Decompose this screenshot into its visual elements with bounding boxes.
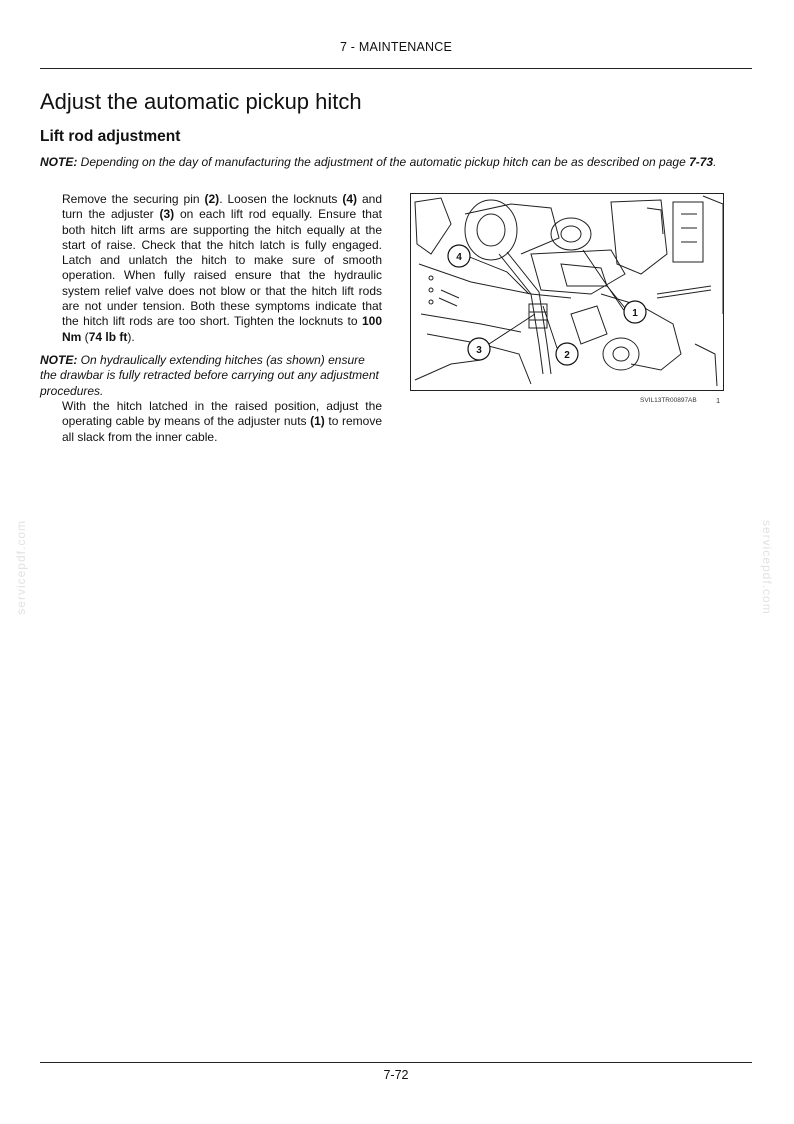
- callout-label-2: 2: [564, 350, 570, 361]
- note-label: NOTE:: [40, 155, 78, 169]
- callout-ref-4: (4): [342, 192, 358, 206]
- note-text: On hydraulically extending hitches (as shown) ensure the drawbar is fully retracted before carrying out any adjustment procedures.: [40, 353, 379, 398]
- callout-ref-1: (1): [310, 414, 325, 429]
- text-run: . Loosen the locknuts: [219, 192, 343, 206]
- watermark-left: servicepdf.com: [14, 520, 28, 615]
- torque-value-lbft: 74 lb ft: [88, 329, 128, 344]
- note-hydraulic: [40, 353, 382, 399]
- watermark-right: servicepdf.com: [760, 520, 774, 615]
- callout-label-4: 4: [456, 252, 462, 263]
- page-number: 7-72: [383, 1068, 409, 1082]
- hitch-line-drawing: [411, 194, 723, 390]
- subsection-title: Lift rod adjustment: [40, 128, 181, 145]
- hitch-illustration: [410, 193, 724, 391]
- text-run: to remove all slack from the inner cable.: [62, 414, 382, 444]
- note-label: NOTE:: [40, 353, 78, 367]
- callout-label-3: 3: [476, 345, 482, 356]
- text-run: With the hitch latched in the raised position, adjust the operating cable by means of the adjuster nuts: [62, 399, 382, 429]
- note-top: [40, 155, 740, 170]
- procedure-paragraph-2: [62, 399, 382, 445]
- callout-label-1: 1: [632, 308, 638, 319]
- procedure-paragraph-1: [62, 192, 382, 345]
- torque-value-nm: 100 Nm: [62, 314, 382, 344]
- page-header: 7 - MAINTENANCE: [339, 40, 453, 54]
- section-title: Adjust the automatic pickup hitch: [40, 89, 362, 114]
- note-text: Depending on the day of manufacturing the adjustment of the automatic pickup hitch can be as described on page: [77, 155, 690, 169]
- text-run: ).: [127, 329, 135, 344]
- figure-code: SVIL13TR00897AB: [640, 397, 697, 404]
- text-run: and turn the adjuster: [62, 192, 383, 222]
- note-end: .: [713, 155, 717, 169]
- callout-ref-2: (2): [204, 192, 220, 206]
- callout-ref-3: (3): [159, 207, 175, 222]
- header-rule: [40, 68, 752, 69]
- text-run: Remove the securing pin: [62, 192, 205, 206]
- figure-number: 1: [716, 396, 721, 405]
- footer-rule: [40, 1062, 752, 1063]
- text-run: (: [81, 329, 89, 344]
- page-reference: 7-73: [689, 155, 714, 169]
- text-run: on each lift rod equally. Ensure that both hitch lift arms are supporting the hitch equally at the start of raise. Check that the hitch latch is fully engaged. Latch and unlatch the hitch to make sure of smooth operation. When fully raised ensure that the hydraulic system relief valve does not blow or that the hitch lift rods are not under tension. Both these symptoms indicate that the hitch lift rods are too short. Tighten the locknuts to: [62, 207, 382, 329]
